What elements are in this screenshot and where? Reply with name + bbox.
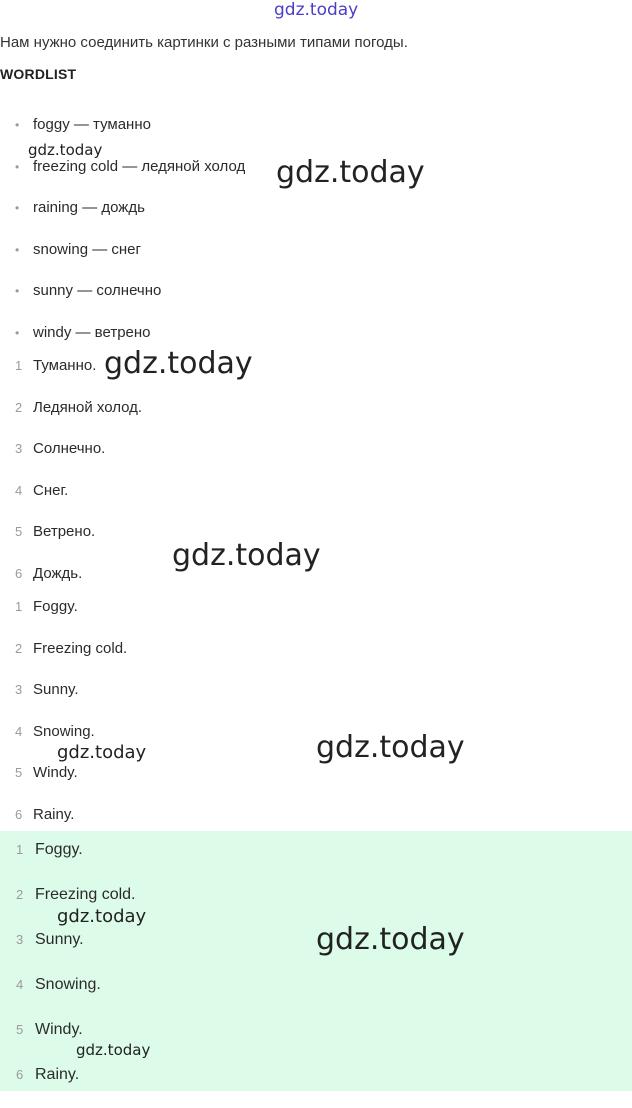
wordlist-heading: WORDLIST (0, 66, 77, 82)
list-item (0, 520, 142, 562)
item-number: 1 (16, 842, 24, 857)
watermark: gdz.today (28, 141, 103, 159)
bullet-icon: • (15, 201, 20, 216)
list-item (0, 396, 142, 438)
answer-list (0, 838, 136, 1108)
wordlist-item-text: freezing cold — ледяной холод (33, 157, 246, 175)
wordlist-item (0, 155, 245, 197)
bullet-icon: • (15, 284, 20, 299)
item-text: Дождь. (33, 564, 83, 582)
item-number: 6 (16, 1067, 24, 1082)
item-text: Freezing cold. (33, 639, 128, 657)
list-item (0, 678, 127, 720)
answer-item (0, 928, 136, 973)
list-item (0, 595, 127, 637)
item-text: Foggy. (33, 598, 78, 615)
item-number: 5 (15, 524, 23, 540)
wordlist-item (0, 279, 245, 321)
wordlist-item-text: windy — ветрено (33, 323, 151, 341)
list-item (0, 479, 142, 521)
bullet-icon: • (15, 325, 20, 340)
watermark: gdz.today (276, 155, 425, 190)
list-item (0, 637, 127, 679)
item-number: 5 (16, 1022, 24, 1037)
wordlist-item-text: foggy — туманно (33, 116, 151, 133)
bullet-icon: • (15, 159, 20, 174)
answer-item (0, 1063, 136, 1108)
item-text: Снег. (33, 481, 69, 499)
item-text: Ледяной холод. (33, 398, 143, 416)
item-number: 3 (16, 932, 24, 947)
item-text: Windy. (35, 1021, 83, 1038)
watermark: gdz.today (316, 730, 465, 765)
item-text: Freezing cold. (35, 886, 136, 903)
item-number: 2 (16, 887, 24, 902)
bullet-icon: • (15, 242, 20, 257)
item-text: Windy. (33, 764, 78, 782)
item-number: 2 (15, 399, 23, 415)
watermark-top: gdz.today (274, 0, 359, 20)
item-text: Sunny. (35, 931, 84, 948)
wordlist-item-text: snowing — снег (33, 240, 141, 258)
wordlist-item-text: raining — дождь (33, 199, 145, 217)
answer-item (0, 838, 136, 883)
item-number: 4 (15, 482, 23, 498)
item-number: 5 (15, 765, 23, 781)
item-text: Rainy. (33, 805, 75, 823)
item-number: 1 (15, 599, 23, 614)
watermark: gdz.today (172, 538, 321, 573)
item-number: 4 (16, 977, 24, 992)
list-english (0, 595, 127, 845)
watermark: gdz.today (316, 922, 465, 957)
item-number: 6 (15, 565, 23, 581)
item-text: Snowing. (35, 976, 101, 993)
wordlist-item (0, 238, 245, 280)
wordlist-item-text: sunny — солнечно (33, 282, 162, 300)
list-russian (0, 354, 142, 604)
item-text: Rainy. (35, 1066, 80, 1083)
item-text: Snowing. (33, 722, 95, 740)
watermark: gdz.today (57, 742, 147, 763)
item-number: 1 (15, 358, 23, 373)
item-text: Ветрено. (33, 523, 96, 541)
item-text: Туманно. (33, 357, 97, 374)
item-number: 2 (15, 640, 23, 656)
item-number: 3 (15, 441, 23, 457)
answer-item (0, 973, 136, 1018)
watermark: gdz.today (76, 1041, 151, 1059)
wordlist-item (0, 196, 245, 238)
list-item (0, 761, 127, 803)
watermark: gdz.today (104, 346, 253, 381)
intro-text: Нам нужно соединить картинки с разными типами погоды. (0, 34, 408, 51)
bullet-icon: • (15, 118, 20, 132)
item-text: Солнечно. (33, 440, 106, 458)
item-number: 4 (15, 723, 23, 739)
item-text: Sunny. (33, 681, 79, 699)
watermark: gdz.today (57, 906, 147, 927)
item-number: 3 (15, 682, 23, 698)
item-text: Foggy. (35, 841, 83, 858)
list-item (0, 437, 142, 479)
item-number: 6 (15, 806, 23, 822)
